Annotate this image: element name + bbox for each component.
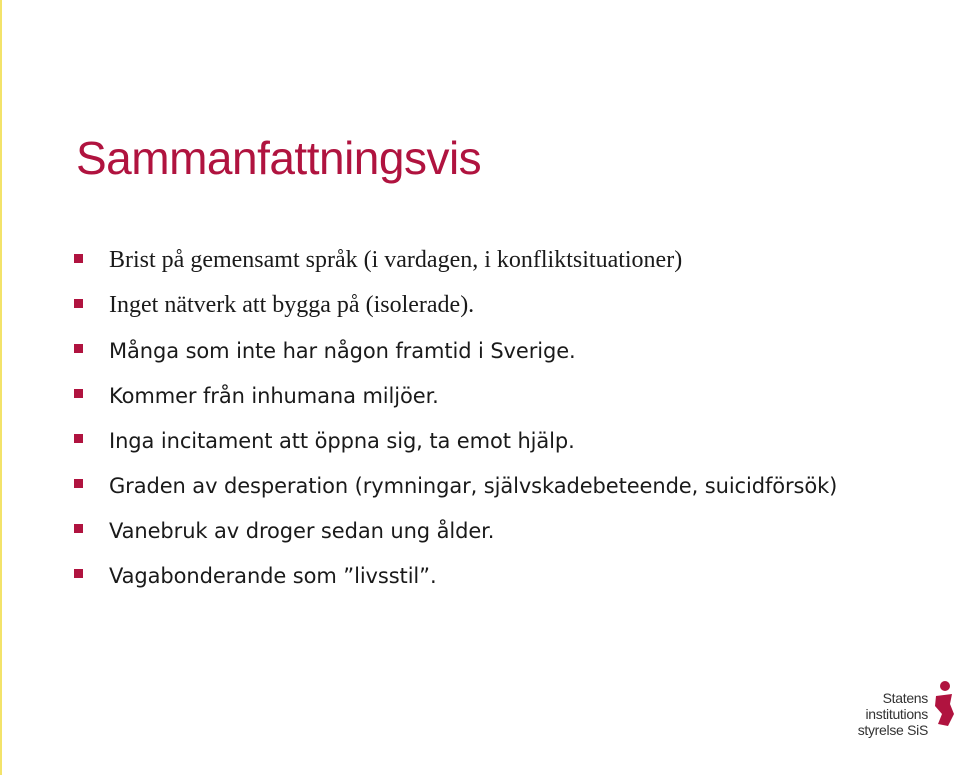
bullet-text: Brist på gemensamt språk (i vardagen, i konfliktsituationer) xyxy=(109,247,683,273)
bullet-text: Inget nätverk att bygga på (isolerade). xyxy=(109,292,475,318)
bullet-text: Inga incitament att öppna sig, ta emot hjälp. xyxy=(109,428,575,453)
logo-line-2: institutions xyxy=(865,706,928,722)
bullet-item xyxy=(74,238,837,283)
square-bullet-icon xyxy=(74,479,83,488)
square-bullet-icon xyxy=(74,344,83,353)
bullet-item xyxy=(74,418,837,463)
square-bullet-icon xyxy=(74,299,83,308)
logo-line-3: styrelse SiS xyxy=(857,722,928,738)
bullet-text: Vanebruk av droger sedan ung ålder. xyxy=(109,518,495,543)
slide-title: Sammanfattningsvis xyxy=(76,132,482,184)
sis-logo xyxy=(857,678,960,740)
square-bullet-icon xyxy=(74,389,83,398)
square-bullet-icon xyxy=(74,434,83,443)
left-border xyxy=(0,0,2,775)
bullet-item xyxy=(74,553,837,598)
bullet-text: Kommer från inhumana miljöer. xyxy=(109,383,439,408)
bullet-item xyxy=(74,283,837,328)
logo-line-1: Statens xyxy=(882,690,928,706)
bullet-item xyxy=(74,463,837,508)
square-bullet-icon xyxy=(74,254,83,263)
bullet-item xyxy=(74,508,837,553)
square-bullet-icon xyxy=(74,524,83,533)
sis-logo-icon xyxy=(932,680,956,738)
bullet-text: Många som inte har någon framtid i Sverige. xyxy=(109,338,576,363)
bullet-item xyxy=(74,373,837,418)
bullet-item xyxy=(74,328,837,373)
square-bullet-icon xyxy=(74,569,83,578)
bullet-list xyxy=(74,238,837,598)
bullet-text: Vagabonderande som ”livsstil”. xyxy=(109,563,437,588)
bullet-text: Graden av desperation (rymningar, självskadebeteende, suicidförsök) xyxy=(109,473,838,498)
